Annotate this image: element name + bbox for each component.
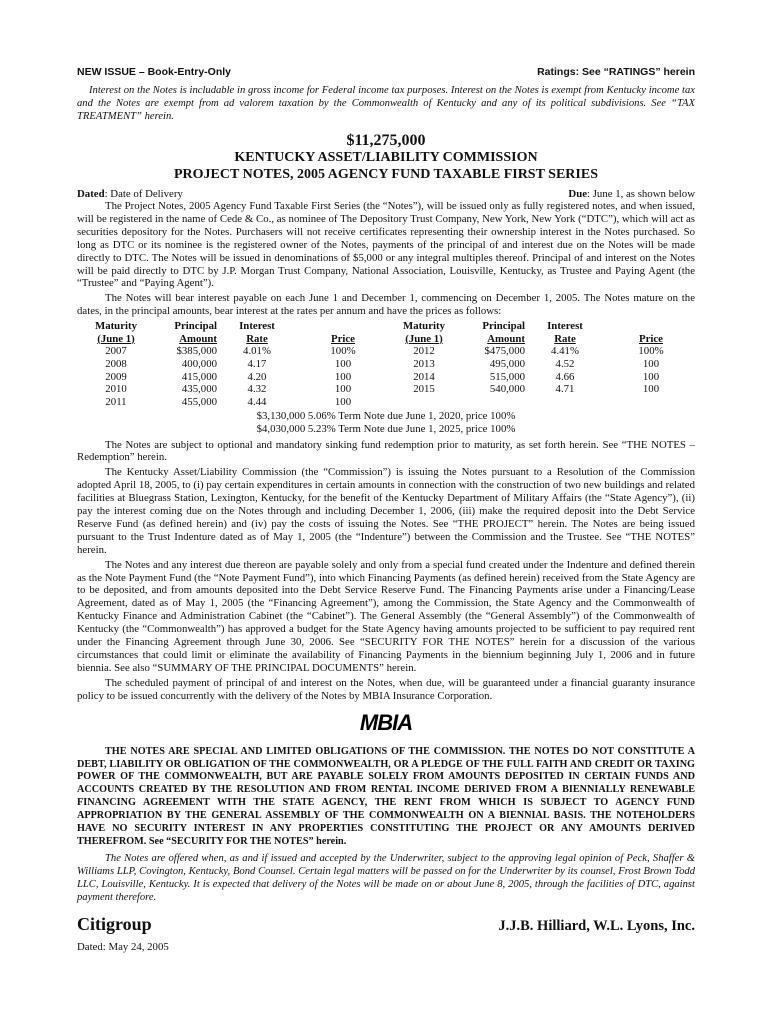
schedule-left-rate-column	[217, 320, 297, 408]
term-notes	[77, 410, 695, 435]
schedule-cell: 4.20	[247, 370, 267, 383]
schedule-cell: 2014	[413, 370, 435, 383]
schedule-right	[385, 320, 697, 408]
schedule-cell: 100%	[638, 345, 664, 358]
schedule-cell: 400,000	[181, 357, 217, 370]
schedule-header: Principal	[482, 320, 525, 333]
schedule-left-price-column	[297, 320, 389, 408]
dated-info: Dated: Date of Delivery	[77, 188, 183, 200]
schedule-cell: 2015	[413, 383, 435, 396]
term-note-2025: $4,030,000 5.23% Term Note due June 1, 2025, price 100%	[256, 422, 516, 435]
schedule-cell: 4.44	[247, 395, 267, 408]
schedule-cell: 2007	[105, 345, 127, 358]
schedule-cell: 2011	[105, 395, 127, 408]
paragraph-registration: The Project Notes, 2005 Agency Fund Taxable First Series (the “Notes”), will be issued only as fully registered notes, and when issued, will be registered in the name of Cede & Co., as nominee of The Depository Trust Company, New York, New York (“DTC”), which will act as securities depository for the Notes. Purchasers will not receive certificates representing their ownership interest in the Notes purchased. So long as DTC or its nominee is the registered owner of the Notes, payments of the principal of and interest due on the Notes will be made directly to DTC. The Notes will be issued in denominations of $5,000 or any integral multiples thereof. Principal of and interest on the Notes will be paid directly to DTC by J.P. Morgan Trust Company, National Association, Louisville, Kentucky, as Trustee and Paying Agent (the “Trustee” and “Paying Agent”).	[77, 200, 695, 290]
new-issue-label: NEW ISSUE – Book-Entry-Only	[77, 66, 232, 78]
tax-intro: Interest on the Notes is includable in gross income for Federal income tax purposes. Interest on the Notes is exempt from Kentucky income tax and the Notes are exempt from ad valorem taxation by the Commonwealth of Kentucky and any of its political subdivisions. See “TAX TREATMENT” herein.	[77, 85, 695, 122]
schedule-header: Price	[331, 332, 355, 345]
schedule-cell: 2012	[413, 345, 435, 358]
schedule-header: Principal	[174, 320, 217, 333]
underwriter-citigroup: Citigroup	[77, 913, 152, 934]
schedule-cell: 495,000	[489, 357, 525, 370]
schedule-cell: 455,000	[181, 395, 217, 408]
top-line	[77, 66, 695, 78]
schedule-cell: 4.66	[555, 370, 575, 383]
schedule-cell: 540,000	[489, 383, 525, 396]
schedule-cell: $385,000	[176, 345, 217, 358]
schedule-cell: 100	[334, 395, 352, 408]
schedule-cell: 2010	[105, 383, 127, 396]
schedule-cell: 4.71	[555, 383, 575, 396]
issue-amount: $11,275,000	[346, 132, 426, 149]
schedule-header: Amount	[487, 332, 525, 345]
paragraph-redemption: The Notes are subject to optional and mandatory sinking fund redemption prior to maturity, as set forth herein. See “THE NOTES – Redemption” herein.	[77, 438, 695, 464]
schedule-header	[605, 320, 697, 333]
schedule-right-maturity-column	[385, 320, 463, 408]
schedule-cell: 100	[642, 383, 660, 396]
dated-due-line	[77, 188, 695, 200]
schedule-header: Price	[639, 332, 663, 345]
schedule-header: Amount	[179, 332, 217, 345]
schedule-cell: 2013	[413, 357, 435, 370]
offering-terms: The Notes are offered when, as and if issued and accepted by the Underwriter, subject to the approving legal opinion of Peck, Shaffer & Williams LLP, Covington, Kentucky, Bond Counsel. Certain legal matters will be passed on for the Underwriter by its counsel, Frost Brown Todd LLC, Louisville, Kentucky. It is expected that delivery of the Notes will be made on or about June 8, 2005, through the facilities of DTC, against payment therefore.	[77, 852, 695, 903]
schedule-left	[77, 320, 389, 408]
schedule-cell: 435,000	[181, 383, 217, 396]
schedule-cell: 100	[334, 383, 352, 396]
schedule-right-principal-column	[463, 320, 525, 408]
schedule-header: Rate	[554, 332, 576, 345]
schedule-header: Maturity	[403, 320, 445, 333]
paragraph-security: The Notes and any interest due thereon are payable solely and only from a special fund created under the Indenture and defined therein as the Note Payment Fund (the “Note Payment Fund”), into which Financing Payments (as defined herein) received from the State Agency are to be deposited, and from amounts deposited into the Debt Service Reserve Fund. The Financing Payments arise under a Financing/Lease Agreement, dated as of May 1, 2005 (the “Financing Agreement”), among the Commission, the State Agency and the Commonwealth of Kentucky Finance and Administration Cabinet (the “Cabinet”). The General Assembly (the “General Assembly”) of the Commonwealth of Kentucky (the “Commonwealth”) has approved a budget for the State Agency having amounts projected to be sufficient to pay required rent under the Financing Agreement through June 30, 2006. See “SECURITY FOR THE NOTES” herein for a discussion of the various circumstances that could limit or eliminate the availability of Financing Payments in the biennium beginning July 1, 2006 and in future biennia. See also “SUMMARY OF THE PRINCIPAL DOCUMENTS” herein.	[77, 558, 695, 674]
schedule-cell: 4.01%	[243, 345, 271, 358]
due-info: Due: June 1, as shown below	[568, 188, 695, 200]
maturity-schedule	[77, 320, 695, 408]
svg-text:MBIA: MBIA	[359, 710, 413, 733]
paragraph-insurance: The scheduled payment of principal of and interest on the Notes, when due, will be guaranteed under a financial guaranty insurance policy to be issued concurrently with the delivery of the Notes by MBIA Insurance Corporation.	[77, 676, 695, 702]
paragraph-interest: The Notes will bear interest payable on each June 1 and December 1, commencing on December 1, 2005. The Notes mature on the dates, in the principal amounts, bear interest at the rates per annum and have the prices as follows:	[77, 292, 695, 318]
schedule-cell: 2008	[105, 357, 127, 370]
schedule-cell: 4.17	[247, 357, 267, 370]
schedule-cell: $475,000	[484, 345, 525, 358]
ratings-label: Ratings: See “RATINGS” herein	[537, 66, 695, 78]
schedule-cell: 100%	[330, 345, 356, 358]
schedule-right-price-column	[605, 320, 697, 408]
schedule-header: (June 1)	[405, 332, 443, 345]
schedule-header	[297, 320, 389, 333]
term-note-2020: $3,130,000 5.06% Term Note due June 1, 2020, price 100%	[256, 410, 516, 423]
schedule-header: Interest	[547, 320, 583, 333]
schedule-right-rate-column	[525, 320, 605, 408]
schedule-cell: 2009	[105, 370, 127, 383]
schedule-header: Interest	[239, 320, 275, 333]
schedule-cell: 4.41%	[551, 345, 579, 358]
underwriters	[77, 914, 695, 935]
schedule-left-principal-column	[155, 320, 217, 408]
schedule-header: (June 1)	[97, 332, 135, 345]
schedule-cell: 4.32	[247, 383, 267, 396]
underwriter-hilliard: J.J.B. Hilliard, W.L. Lyons, Inc.	[498, 917, 695, 934]
schedule-cell: 415,000	[181, 370, 217, 383]
schedule-left-maturity-column	[77, 320, 155, 408]
paragraph-commission: The Kentucky Asset/Liability Commission (the “Commission”) is issuing the Notes pursuant to a Resolution of the Commission adopted April 18, 2005, to (i) pay certain expenditures in certain amounts in connection with the construction of two new buildings and related facilities at Bluegrass Station, Lexington, Kentucky, for the benefit of the Kentucky Department of Military Affairs (the “State Agency”), (ii) pay the interest coming due on the Notes through and including December 1, 2006, (iii) make the required deposit into the Debt Service Reserve Fund (as defined herein) and (iv) pay the costs of issuing the Notes. See “THE PROJECT” herein. The Notes are being issued pursuant to the Trust Indenture dated as of May 1, 2005 (the “Indenture”) between the Commission and the Trustee. See “THE NOTES” herein.	[77, 466, 695, 556]
special-obligations-notice: THE NOTES ARE SPECIAL AND LIMITED OBLIGATIONS OF THE COMMISSION. THE NOTES DO NOT CONSTITUTE A DEBT, LIABILITY OR OBLIGATION OF THE COMMONWEALTH, OR A PLEDGE OF THE FULL FAITH AND CREDIT OR TAXING POWER OF THE COMMONWEALTH, BUT ARE PAYABLE SOLELY FROM AMOUNTS DEPOSITED IN CERTAIN FUNDS AND ACCOUNTS CREATED BY THE RESOLUTION AND FROM RENTAL INCOME DERIVED FROM A BIENNIALLY RENEWABLE FINANCING AGREEMENT WITH THE STATE AGENCY, THE RENT FROM WHICH IS SUBJECT TO AGENCY FUND APPROPRIATION BY THE GENERAL ASSEMBLY OF THE COMMONWEALTH ON A BIENNIAL BASIS. THE NOTEHOLDERS HAVE NO SECURITY INTEREST IN ANY PROPERTIES CONSTITUTING THE PROJECT OR ANY AMOUNTS DERIVED THEREFROM. See “SECURITY FOR THE NOTES” herein.	[77, 745, 695, 847]
schedule-header: Rate	[246, 332, 268, 345]
schedule-cell: 100	[642, 357, 660, 370]
official-statement-cover	[77, 66, 695, 953]
schedule-cell: 4.52	[555, 357, 575, 370]
schedule-cell: 100	[334, 370, 352, 383]
schedule-cell: 100	[642, 370, 660, 383]
series-name: PROJECT NOTES, 2005 AGENCY FUND TAXABLE FIRST SERIES	[174, 167, 598, 182]
issuer-name: KENTUCKY ASSET/LIABILITY COMMISSION	[234, 150, 538, 165]
schedule-cell: 515,000	[489, 370, 525, 383]
schedule-header: Maturity	[95, 320, 137, 333]
mbia-logo	[77, 711, 695, 738]
mbia-logo-icon	[341, 711, 431, 733]
schedule-cell: 100	[334, 357, 352, 370]
dated-footer: Dated: May 24, 2005	[77, 940, 169, 953]
